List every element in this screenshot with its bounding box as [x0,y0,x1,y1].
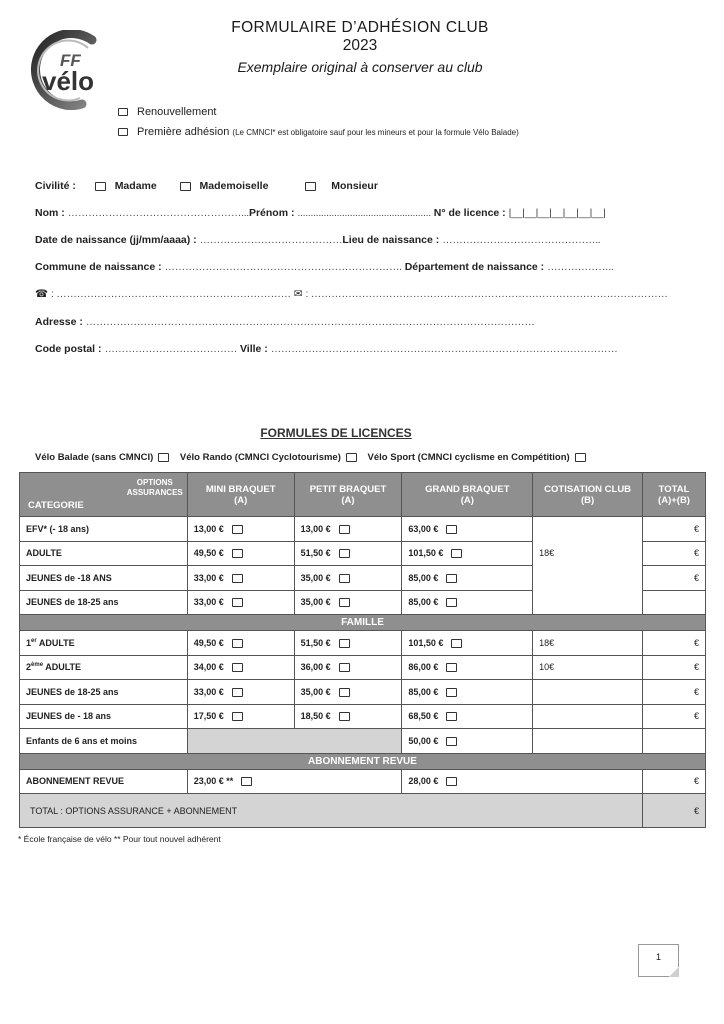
commune-field[interactable]: ……………………………………………………………. [164,261,402,273]
cotisation-cell: 10€ [533,655,643,680]
total-cell[interactable]: € [643,704,706,729]
petit-price-cell [294,655,402,680]
grand-total-row [20,794,706,828]
grand-checkbox[interactable] [446,574,457,583]
mail-icon: ✉ [293,288,303,300]
revue-band-title: ABONNEMENT REVUE [20,753,706,769]
form-title: FORMULAIRE D’ADHÉSION CLUB [231,19,489,36]
grand-price-cell [402,590,533,615]
licence-label: N° de licence : [433,207,506,219]
cotisation-title: COTISATION CLUB [544,483,632,495]
velo-rando-label: Vélo Rando (CMNCI Cyclotourisme) [179,452,341,463]
table-row [20,680,706,705]
velo-balade-checkbox[interactable] [158,453,169,462]
cotisation-cell: 18€ [533,631,643,656]
mini-price: 49,50 € [193,637,224,648]
table-row [20,769,706,794]
mini-price-cell [187,655,294,680]
licences-table [19,472,706,828]
category-header [20,473,188,517]
mademoiselle-checkbox[interactable] [180,182,191,191]
prenom-label: Prénom : [248,207,295,219]
grand-price: 101,50 € [408,548,444,559]
table-row [20,541,706,566]
petit-braquet-header [294,473,402,517]
adresse-field[interactable]: …………………………………………………………………………………………………………………… [85,316,535,328]
cotisation-header [533,473,643,517]
birthdate-label: Date de naissance (jj/mm/aaaa) : [35,234,197,246]
velo-rando-checkbox[interactable] [346,453,357,462]
madame-label: Madame [114,180,157,192]
petit-checkbox[interactable] [339,639,350,648]
categorie-label: CATEGORIE [28,500,84,511]
mini-price-cell [187,517,294,542]
total-cell[interactable]: € [643,769,706,794]
revue-grand-cell [402,769,643,794]
grand-checkbox[interactable] [446,737,457,746]
mini-price-cell [187,704,294,729]
row-label-main: 1 [26,637,32,648]
table-row [20,655,706,680]
row-label-main: 2 [26,662,32,673]
mini-price-cell [187,541,294,566]
madame-checkbox[interactable] [95,182,106,191]
address-row [35,316,639,328]
mini-checkbox[interactable] [232,688,243,697]
petit-price: 51,50 € [300,637,331,648]
civility-row [35,180,639,192]
nom-label: Nom : [35,207,65,219]
civility-label: Civilité : [35,180,76,192]
cotisation-cell [533,517,643,542]
petit-braquet-title: PETIT BRAQUET [309,483,387,495]
footnote: * École française de vélo ** Pour tout nouvel adhérent [18,834,221,844]
grand-price-cell [402,655,533,680]
grand-checkbox[interactable] [446,688,457,697]
grand-price: 63,00 € [408,523,439,534]
petit-price: 18,50 € [300,711,331,722]
grand-braquet-header [402,473,533,517]
monsieur-checkbox[interactable] [305,182,316,191]
table-row [20,566,706,591]
cotisation-cell [533,590,643,615]
grand-price-cell [402,680,533,705]
total-cell[interactable]: € [643,566,706,591]
ffvelo-logo-graphic [22,30,104,110]
mini-checkbox[interactable] [232,712,243,721]
row-label [20,655,188,680]
grand-checkbox[interactable] [446,598,457,607]
cotisation-cell [533,680,643,705]
grand-price: 101,50 € [408,637,444,648]
row-label: ABONNEMENT REVUE [20,769,188,794]
petit-price: 51,50 € [300,548,331,559]
monsieur-label: Monsieur [331,180,378,192]
grand-checkbox[interactable] [451,549,462,558]
revue-mini-price: 23,00 € ** [193,776,234,787]
first-membership-checkbox[interactable] [118,128,128,136]
table-row [20,631,706,656]
row-label: JEUNES de -18 ANS [20,566,188,591]
mini-price: 17,50 € [193,711,224,722]
grand-price: 86,00 € [408,662,439,673]
grand-total-label: TOTAL : OPTIONS ASSURANCE + ABONNEMENT [20,794,643,828]
mini-price: 33,00 € [193,686,224,697]
velo-sport-checkbox[interactable] [575,453,586,462]
department-field[interactable]: ……………….. [547,261,614,273]
petit-checkbox[interactable] [339,663,350,672]
revue-grand-price: 28,00 € [408,776,439,787]
total-cell[interactable]: € [643,631,706,656]
postal-row [35,343,639,355]
renewal-checkbox[interactable] [118,108,128,116]
birthplace-label: Lieu de naissance : [342,234,440,246]
renewal-option [118,106,217,118]
total-ab: (A)+(B) [658,494,690,506]
total-cell[interactable]: € [643,517,706,542]
grand-price: 50,00 € [408,735,439,746]
first-membership-note: (Le CMNCI* est obligatoire sauf pour les mineurs et pour la formule Vélo Balade) [232,128,519,137]
mademoiselle-label: Mademoiselle [199,180,269,192]
grand-price-cell [402,517,533,542]
mini-price: 34,00 € [193,662,224,673]
mini-price: 49,50 € [193,548,224,559]
grand-price-cell [402,541,533,566]
total-cell[interactable] [643,729,706,754]
cotisation-cell [533,566,643,591]
ffvelo-logo [22,30,104,110]
row-label-main: JEUNES de 18-25 ans [26,686,119,697]
total-cell[interactable]: € [643,541,706,566]
page-number-value: 1 [655,952,661,962]
mini-checkbox[interactable] [232,574,243,583]
disabled-cell [187,729,402,754]
grand-checkbox[interactable] [446,663,457,672]
mini-price-cell [187,590,294,615]
famille-title: FAMILLE [20,615,706,631]
petit-price-cell [294,680,402,705]
total-cell[interactable]: € [643,655,706,680]
logo-ff-text: FF [60,51,81,70]
petit-price-cell [294,541,402,566]
total-cell[interactable] [643,590,706,615]
phone-icon: ☎ [35,288,49,300]
form-year: 2023 [342,37,378,54]
birthplace-field[interactable]: ……………………………………….. [442,234,601,246]
mini-checkbox[interactable] [232,639,243,648]
total-title: TOTAL [658,483,690,495]
petit-checkbox[interactable] [339,574,350,583]
table-header-row [20,473,706,517]
table-row [20,729,706,754]
velo-sport-label: Vélo Sport (CMNCI cyclisme en Compétition) [367,452,570,463]
grand-price: 68,50 € [408,711,439,722]
mini-price: 33,00 € [193,572,224,583]
petit-price: 13,00 € [300,523,331,534]
name-row [35,207,639,219]
form-subtitle: Exemplaire original à conserver au club [237,59,483,75]
grand-total-cell[interactable]: € [643,794,706,828]
revue-mini-cell [187,769,402,794]
grand-price: 85,00 € [408,597,439,608]
grand-price-cell [402,631,533,656]
petit-checkbox[interactable] [339,549,350,558]
ville-field[interactable]: ………………………………………………………………………………………… [270,343,618,355]
petit-price-cell [294,704,402,729]
options-line2: ASSURANCES [126,488,183,497]
cotisation-cell: 18€ [533,541,643,566]
petit-price: 35,00 € [300,686,331,697]
velo-balade-label: Vélo Balade (sans CMNCI) [35,452,154,463]
commune-row [35,261,639,273]
row-label-rest: ADULTE [36,637,75,648]
adresse-label: Adresse : [35,316,83,328]
petit-price-cell [294,590,402,615]
petit-price-cell [294,517,402,542]
grand-price: 85,00 € [408,686,439,697]
formules-row [35,452,594,463]
petit-price: 36,00 € [300,662,331,673]
revue-grand-checkbox[interactable] [446,777,457,786]
mini-price-cell [187,680,294,705]
grand-checkbox[interactable] [451,639,462,648]
table-row [20,517,706,542]
grand-checkbox[interactable] [446,712,457,721]
commune-label: Commune de naissance : [35,261,162,273]
grand-price-cell [402,729,533,754]
grand-braquet-a: (A) [460,494,474,506]
page-number [638,944,679,977]
options-line1: OPTIONS [136,478,173,487]
row-label: EFV* (- 18 ans) [20,517,188,542]
total-header [643,473,706,517]
petit-checkbox[interactable] [339,688,350,697]
first-membership-label: Première adhésion [137,126,230,138]
petit-braquet-a: (A) [341,494,355,506]
department-label: Département de naissance : [404,261,545,273]
postal-field[interactable]: ………………………………… [104,343,238,355]
petit-price: 35,00 € [300,572,331,583]
petit-checkbox[interactable] [339,598,350,607]
grand-price-cell [402,566,533,591]
total-cell[interactable]: € [643,680,706,705]
first-membership-option [118,126,519,138]
mini-checkbox[interactable] [232,598,243,607]
grand-checkbox[interactable] [446,525,457,534]
page-fold-corner [669,967,679,977]
phone-field[interactable]: : …………………………………………………………… [51,288,291,300]
revue-band [20,753,706,769]
mini-checkbox[interactable] [232,525,243,534]
mini-braquet-title: MINI BRAQUET [205,483,276,495]
nom-field[interactable]: ……………………………………………... [67,207,249,219]
mini-braquet-header [187,473,294,517]
cotisation-cell [533,704,643,729]
options-assurances-label [127,478,183,498]
row-label [20,680,188,705]
petit-checkbox[interactable] [339,712,350,721]
row-label-sup: er [31,637,37,644]
famille-band [20,615,706,631]
mini-price-cell [187,631,294,656]
row-label: JEUNES de 18-25 ans [20,590,188,615]
petit-price: 35,00 € [300,597,331,608]
form-title-block [180,19,540,77]
grand-price: 85,00 € [408,572,439,583]
row-label: ADULTE [20,541,188,566]
ville-label: Ville : [239,343,268,355]
cotisation-b: (B) [581,494,595,506]
renewal-label: Renouvellement [137,106,217,118]
licence-field[interactable]: |__|__|__|__|__|__|__| [508,207,606,219]
email-field[interactable]: : …………………………………………………………………………………………… [305,288,668,300]
contact-row [35,288,668,300]
birth-row [35,234,639,246]
row-label-main: JEUNES de - 18 ans [26,711,112,722]
mini-braquet-a: (A) [234,494,248,506]
petit-price-cell [294,566,402,591]
row-label: Enfants de 6 ans et moins [20,729,188,754]
row-label [20,704,188,729]
petit-checkbox[interactable] [339,525,350,534]
mini-price: 33,00 € [193,597,224,608]
cotisation-cell [533,729,643,754]
petit-price-cell [294,631,402,656]
mini-price-cell [187,566,294,591]
grand-price-cell [402,704,533,729]
mini-price: 13,00 € [193,523,224,534]
prenom-field[interactable]: ................................................... [297,207,431,219]
table-row [20,704,706,729]
grand-braquet-title: GRAND BRAQUET [425,483,510,495]
revue-mini-checkbox[interactable] [241,777,252,786]
mini-checkbox[interactable] [232,549,243,558]
birthdate-field[interactable]: …………………………………… [199,234,343,246]
mini-checkbox[interactable] [232,663,243,672]
row-label-sup: ème [31,662,44,669]
row-label-rest: ADULTE [43,662,82,673]
licences-section-title: FORMULES DE LICENCES [260,426,412,440]
postal-label: Code postal : [35,343,102,355]
row-label [20,631,188,656]
table-row [20,590,706,615]
logo-velo-text: vélo [42,66,95,96]
